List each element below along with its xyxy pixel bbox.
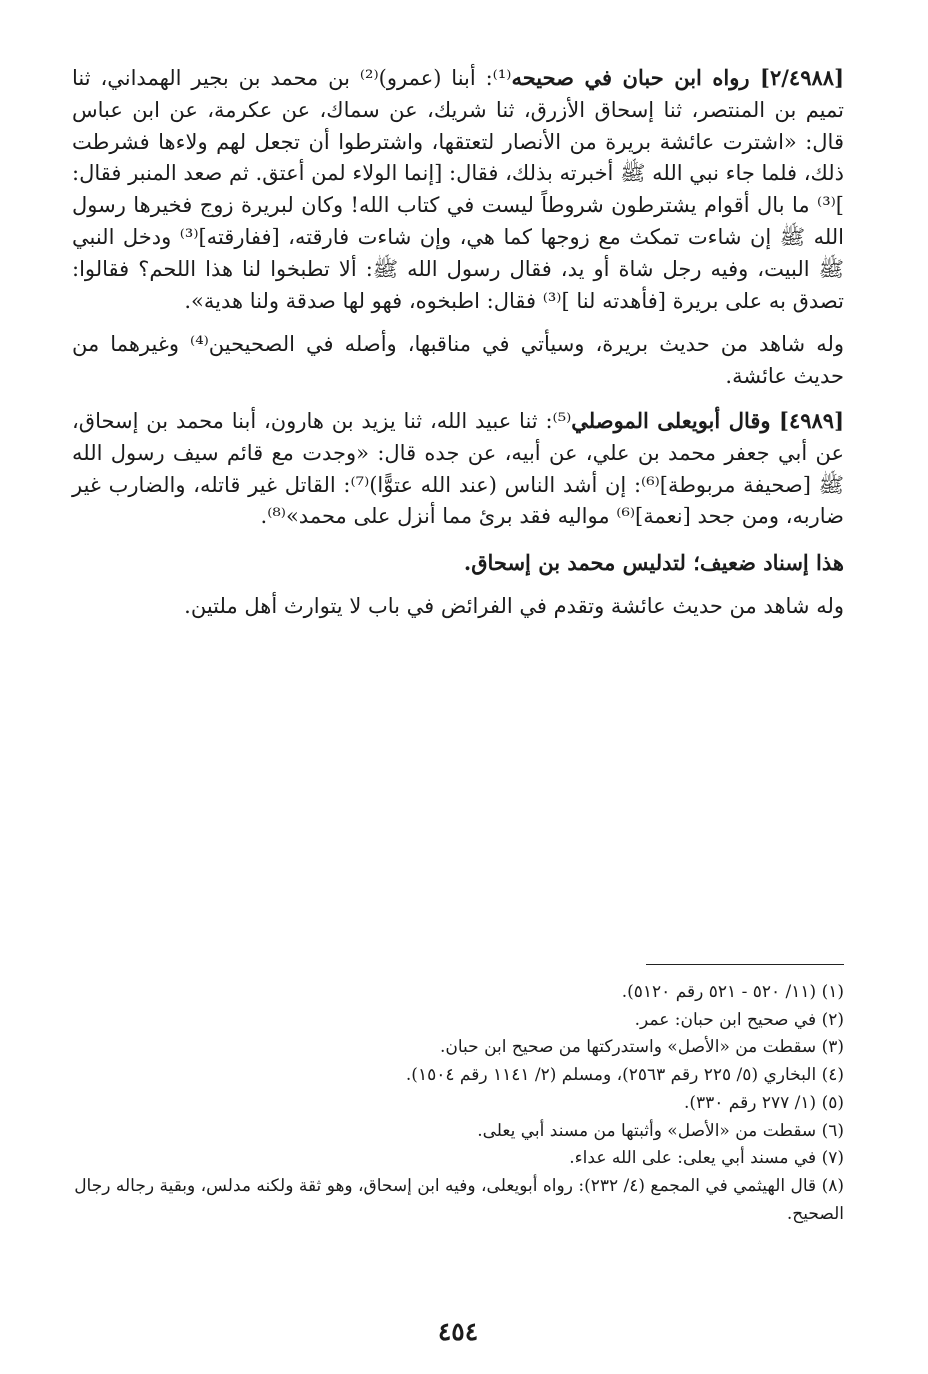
paragraph-witness-barira — [72, 329, 844, 393]
paragraph-text: هذا إسناد ضعيف؛ لتدليس محمد بن إسحاق. — [463, 550, 844, 576]
paragraph-text: ⁽¹⁾: أبنا (عمرو)⁽²⁾ بن محمد بن بجير الهمداني، ثنا تميم بن المنتصر، ثنا إسحاق الأزرق، ثنا شريك، عن سماك، عن عكرمة، عن ابن عباس قال: «اشترت عائشة بريرة من الأنصار لتعتقها، واشترطوا أن تجعل لهم ولاءها فشرطت ذلك، فلما جاء نبي الله ﷺ أخبرته بذلك، فقال: [إنما الولاء لمن أعتق. ثم صعد المنبر فقال: ]⁽³⁾ ما بال أقوام يشترطون شروطاً ليست في كتاب الله! وكان لبريرة زوج فخيرها رسول الله ﷺ إن شاءت تمكث مع زوجها كما هي، وإن شاءت فارقته، [ففارقته]⁽³⁾ ودخل النبي ﷺ البيت، وفيه رجل شاة أو يد، فقال رسول الله ﷺ: ألا تطبخوا لنا هذا اللحم؟ فقالوا: تصدق به على بريرة [فأهدته لنا ]⁽³⁾ فقال: اطبخوه، فهو لها صدقة ولنا هدية». — [72, 66, 845, 313]
book-page — [72, 62, 844, 1352]
footnote-item: (٣) سقطت من «الأصل» واستدركتها من صحيح ابن حبان. — [439, 1037, 844, 1058]
hadith-reference: [٤٩٨٩] وقال أبويعلى الموصلي — [571, 407, 844, 433]
paragraph-hadith-4989 — [72, 405, 844, 533]
footnote-item: (١) (١١/ ٥٢٠ - ٥٢١ رقم ٥١٢٠). — [621, 982, 844, 1002]
footnote-item: (٢) في صحيح ابن حبان: عمر. — [634, 1009, 844, 1030]
page-number: ٤٥٤ — [437, 1317, 479, 1346]
footnote-item: (٦) سقطت من «الأصل» وأثبتها من مسند أبي يعلى. — [477, 1120, 844, 1141]
paragraph-witness-aisha — [72, 591, 844, 623]
main-text — [72, 62, 844, 623]
footnote-divider — [646, 964, 844, 965]
paragraph-hadith-4988 — [72, 62, 844, 317]
footnote-item: (٨) قال الهيثمي في المجمع (٤/ ٢٣٢): رواه أبويعلى، وفيه ابن إسحاق، وهو ثقة ولكنه مدلس، وبقية رجاله رجال الصحيح. — [74, 1175, 844, 1224]
footnote-item: (٥) (١/ ٢٧٧ رقم ٣٣٠). — [683, 1092, 844, 1113]
footnote-item: (٤) البخاري (٥/ ٢٢٥ رقم ٢٥٦٣)، ومسلم (٢/ ١١٤١ رقم ١٥٠٤). — [405, 1065, 844, 1086]
paragraph-text: وله شاهد من حديث عائشة وتقدم في الفرائض في باب لا يتوارث أهل ملتين. — [184, 593, 844, 618]
hadith-reference: [٢/٤٩٨٨] رواه ابن حبان في صحيحه — [511, 65, 844, 90]
paragraph-isnad-grading — [72, 547, 844, 579]
paragraph-text: ⁽⁵⁾: ثنا عبيد الله، ثنا يزيد بن هارون، أبنا محمد بن إسحاق، عن أبي جعفر محمد بن علي، عن أبيه، عن جده قال: «وجدت مع قائم سيف رسول الله ﷺ [صحيفة مربوطة]⁽⁶⁾: إن أشد الناس (عند الله عتوًّا)⁽⁷⁾: القاتل غير قاتله، والضارب غير ضاربه، ومن جحد [نعمة]⁽⁶⁾ مواليه فقد برئ مما أنزل على محمد»⁽⁸⁾. — [72, 408, 845, 529]
paragraph-text: وله شاهد من حديث بريرة، وسيأتي في مناقبها، وأصله في الصحيحين⁽⁴⁾ وغيرهما من حديث عائشة. — [72, 332, 844, 389]
footnote-item: (٧) في مسند أبي يعلى: على الله عداء. — [569, 1148, 844, 1169]
footnotes — [72, 964, 844, 1228]
